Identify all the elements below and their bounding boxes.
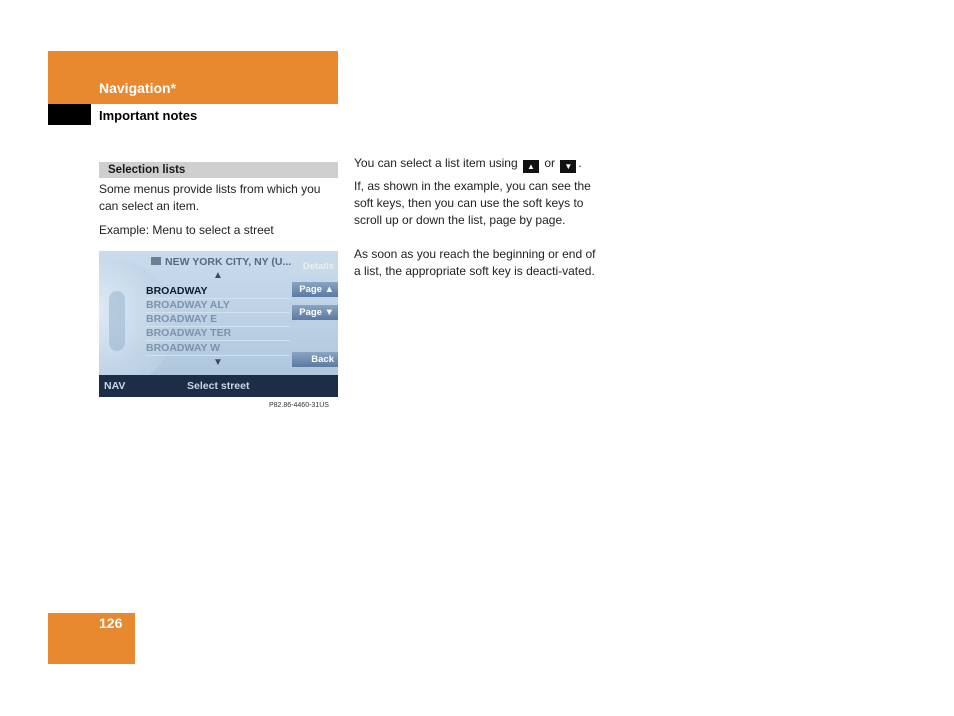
navigation-screen — [99, 251, 338, 397]
section-marker — [48, 104, 91, 125]
status-bar — [99, 375, 338, 397]
back-softkey[interactable]: Back — [292, 352, 338, 367]
screen-title: Select street — [187, 380, 250, 392]
globe-graphic-detail — [109, 291, 125, 351]
down-key-icon: ▼ — [560, 160, 576, 173]
intro-paragraph: Some menus provide lists from which you can select an item. — [99, 182, 321, 213]
select-item-text: You can select a list item using — [354, 156, 518, 170]
page-down-softkey[interactable]: Page ▼ — [292, 305, 338, 320]
nav-mode-label: NAV — [104, 380, 126, 392]
section-title: Selection lists — [108, 164, 186, 176]
street-list-item[interactable]: BROADWAY E — [146, 312, 290, 327]
city-name: NEW YORK CITY, NY (U... — [165, 256, 292, 268]
deactivation-paragraph: As soon as you reach the beginning or end of a list, the appropriate soft key is deacti-vated. — [354, 247, 596, 278]
up-key-icon: ▲ — [523, 160, 539, 173]
scroll-down-arrow-icon: ▼ — [213, 357, 223, 368]
city-icon — [151, 257, 161, 265]
softkey-paragraph: If, as shown in the example, you can see the soft keys, then you can use the soft keys to scroll up or down the list, page by page. — [354, 179, 618, 227]
select-item-paragraph — [354, 155, 599, 173]
city-header — [151, 256, 291, 268]
street-list-item[interactable]: BROADWAY — [146, 284, 290, 299]
header-band — [48, 51, 338, 104]
street-list-item[interactable]: BROADWAY ALY — [146, 298, 290, 313]
page-number: 126 — [99, 615, 123, 631]
chapter-subtitle: Important notes — [99, 108, 198, 123]
period-text: . — [578, 156, 582, 170]
page-up-softkey[interactable]: Page ▲ — [292, 282, 338, 297]
street-list-item[interactable]: BROADWAY TER — [146, 326, 290, 341]
example-label: Example: Menu to select a street — [99, 223, 274, 237]
figure-caption: P82.86-4460-31US — [269, 402, 329, 409]
details-softkey[interactable]: Details — [292, 259, 338, 274]
chapter-title: Navigation* — [99, 80, 177, 96]
scroll-up-arrow-icon: ▲ — [213, 270, 223, 281]
street-list-item[interactable]: BROADWAY W — [146, 341, 290, 356]
or-text: or — [544, 156, 556, 170]
